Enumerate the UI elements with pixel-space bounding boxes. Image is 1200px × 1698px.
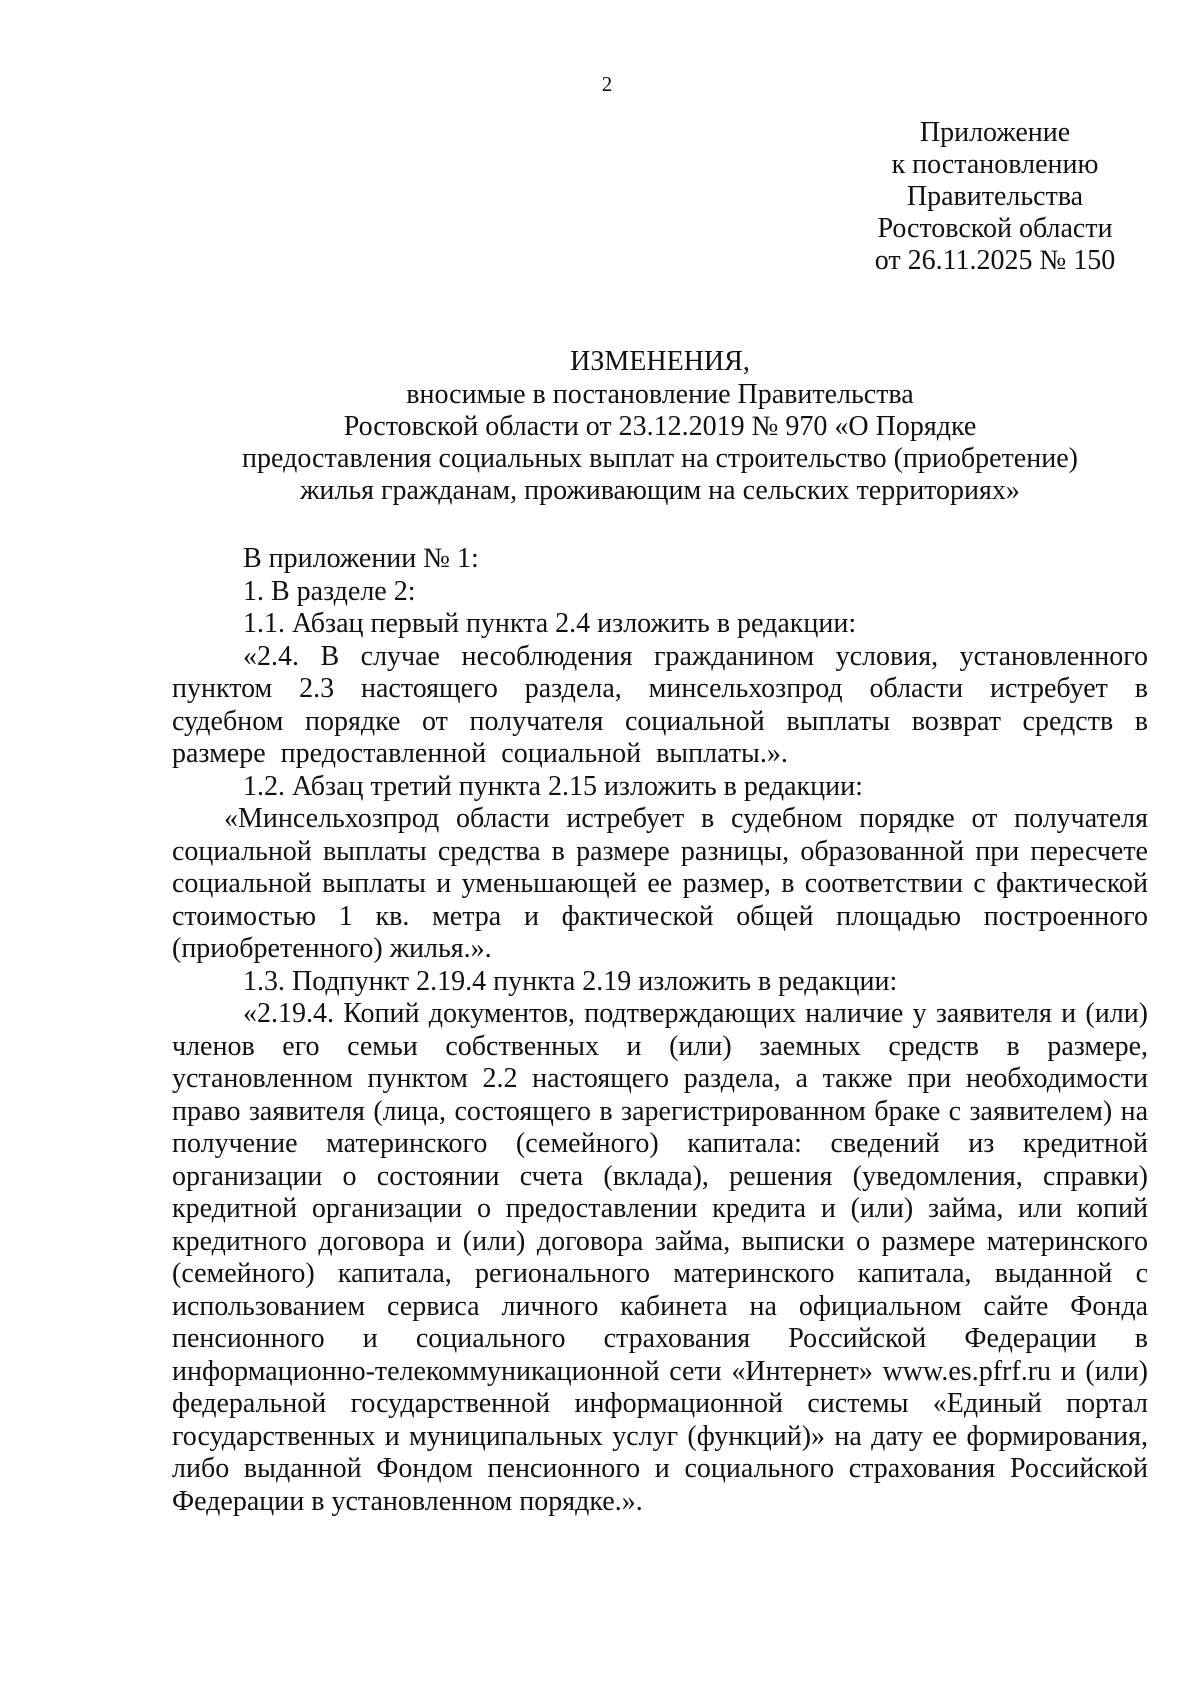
body-paragraph: 1.1. Абзац первый пункта 2.4 изложить в редакции: (243, 608, 857, 639)
document-body (172, 543, 1148, 1518)
page-number: 2 (601, 72, 613, 96)
body-paragraph: «2.19.4. Копий документов, подтверждающих наличие у заявителя и (или) членов его семьи собственных и (или) заемных средств в размере, установленном пунктом 2.2 настоящего раздела, а также при необходимости право заявителя (лица, состоящего в зарегистрированном браке с заявителем) на получение материнского (семейного) капитала: сведений из кредитной организации о состоянии счета (вклада), решения (уведомления, справки) кредитной организации о предоставлении кредита и (или) займа, или копий кредитного договора и (или) договора займа, выписки о размере материнского (семейного) капитала, регионального материнского капитала, выданной с использованием сервиса личного кабинета на официальном сайте Фонда пенсионного и социального страхования Российской Федерации в информационно-телекоммуникационной сети «Интернет» www.es.pfrf.ru и (или) федеральной государственной информационной системы «Единый портал государственных и муниципальных услуг (функций)» на дату ее формирования, либо выданной Фондом пенсионного и социального страхования Российской Федерации в установленном порядке.». (172, 998, 1148, 1517)
document-title (172, 346, 1148, 507)
body-paragraph: 1. В разделе 2: (243, 575, 416, 607)
appendix-line: Правительства (906, 181, 1084, 212)
title-line: вносимые в постановление Правительства (406, 379, 914, 410)
body-paragraph: «2.4. В случае несоблюдения гражданином условия, установленного пунктом 2.3 настоящего раздела, минсельхозпрод области истребует в судебном порядке от получателя социальной выплаты возврат средств в размере предоставленной социальной выплаты.». (172, 640, 1148, 769)
appendix-line: от 26.11.2025 № 150 (874, 245, 1116, 276)
title-heading: ИЗМЕНЕНИЯ, (570, 346, 750, 377)
title-line: Ростовской области от 23.12.2019 № 970 «О Порядке (343, 411, 977, 442)
appendix-line: Ростовской области (877, 213, 1113, 244)
appendix-line: Приложение (919, 117, 1071, 148)
body-paragraph: 1.2. Абзац третий пункта 2.15 изложить в редакции: (243, 770, 863, 802)
title-line: жилья гражданам, проживающим на сельских территориях» (300, 475, 1020, 506)
appendix-line: к постановлению (891, 149, 1099, 180)
appendix-header (860, 117, 1130, 277)
body-paragraph: «Минсельхозпрод области истребует в судебном порядке от получателя социальной выплаты средства в размере разницы, образованной при пересчете социальной выплаты и уменьшающей ее размер, в соответствии с фактической стоимостью 1 кв. метра и фактической общей площадью построенного (приобретенного) жилья.». (172, 803, 1148, 964)
body-paragraph: В приложении № 1: (243, 543, 479, 574)
title-line: предоставления социальных выплат на строительство (приобретение) (242, 443, 1078, 474)
body-paragraph: 1.3. Подпункт 2.19.4 пункта 2.19 изложить в редакции: (243, 965, 898, 997)
